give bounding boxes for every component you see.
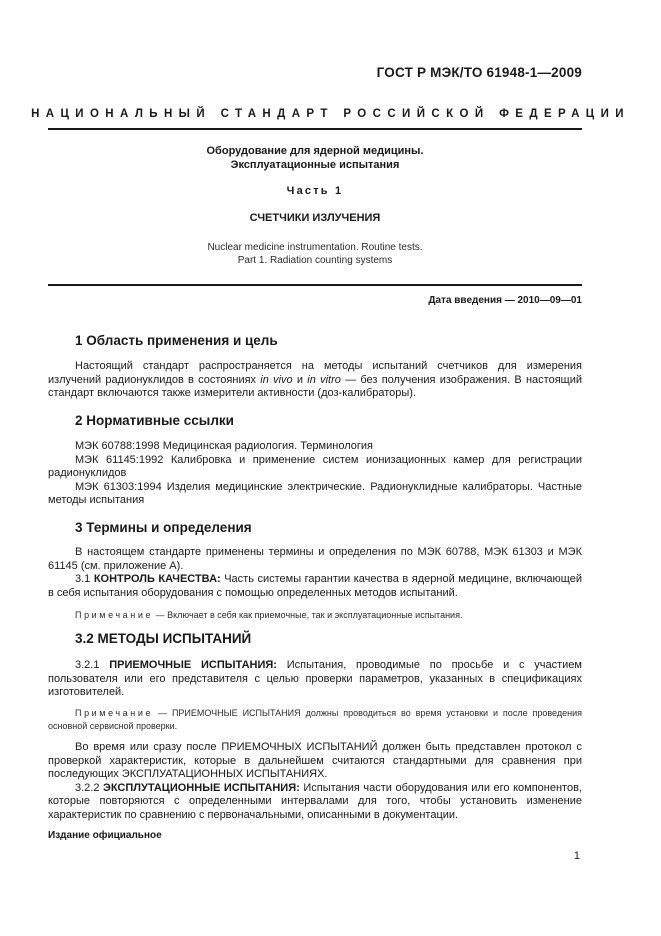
document-number: ГОСТ Р МЭК/ТО 61948-1—2009 xyxy=(376,65,582,80)
reference-item: МЭК 61145:1992 Калибровка и применение систем ионизационных камер для регистрации радионуклидов xyxy=(48,453,582,480)
section-3-2-heading: 3.2 МЕТОДЫ ИСПЫТАНИЙ xyxy=(75,631,252,646)
section-3-intro: В настоящем стандарте применены термины и определения по МЭК 60788, МЭК 61303 и МЭК 61145 (см. приложение А). xyxy=(48,546,582,572)
reference-item: МЭК 61303:1994 Изделия медицинские электрические. Радионуклидные калибраторы. Частные методы испытания xyxy=(48,480,582,507)
references-list xyxy=(48,440,582,508)
section-2-heading: 2 Нормативные ссылки xyxy=(75,413,234,428)
section-1-heading: 1 Область применения и цель xyxy=(75,333,278,348)
section-3-2-body xyxy=(48,659,582,823)
page-number: 1 xyxy=(573,850,580,862)
english-title-line-2: Part 1. Radiation counting systems xyxy=(237,255,393,266)
divider-top xyxy=(48,128,582,130)
title-line-1: Оборудование для ядерной медицины. xyxy=(206,145,424,157)
reference-item: МЭК 60788:1998 Медицинская радиология. Терминология xyxy=(75,440,373,452)
english-title-line-1: Nuclear medicine instrumentation. Routine tests. xyxy=(207,242,423,253)
part-label: Часть 1 xyxy=(286,185,344,197)
title-line-2: Эксплуатационные испытания xyxy=(230,159,400,171)
note-1: Примечание — Включает в себя как приемочные, так и эксплуатационные испытания. xyxy=(75,610,463,621)
acceptance-paragraph: Во время или сразу после ПРИЕМОЧНЫХ ИСПЫТАНИЙ должен быть представлен протокол с проверкой характеристик, которые в дальнейшем считаются стандартными для сравнения при последующих ЭКСПЛУАТАЦИОННЫХ ИСПЫТАНИЯХ. xyxy=(48,740,582,781)
introduction-date: Дата введения — 2010—09—01 xyxy=(428,295,582,306)
divider-bottom xyxy=(48,284,582,286)
national-standard-heading: НАЦИОНАЛЬНЫЙ СТАНДАРТ РОССИЙСКОЙ ФЕДЕРАЦИИ xyxy=(31,108,630,120)
official-edition-label: Издание официальное xyxy=(48,830,162,841)
term-3-1: 3.1 КОНТРОЛЬ КАЧЕСТВА: Часть системы гарантии качества в ядерной медицине, включающей в себя испытания оборудования с помощью определенных методов испытаний. xyxy=(48,573,582,599)
section-3-body xyxy=(48,546,582,623)
section-3-heading: 3 Термины и определения xyxy=(75,520,252,535)
note-2: Примечание — ПРИЕМОЧНЫЕ ИСПЫТАНИЯ должны проводиться во время установки и после проведения основной сервисной проверки. xyxy=(48,707,582,732)
term-3-2-1: 3.2.1 ПРИЕМОЧНЫЕ ИСПЫТАНИЯ: Испытания, проводимые по просьбе и с участием пользователя или его представителя с целью проверки параметров, указанных в спецификациях изготовителей. xyxy=(48,659,582,699)
section-1-body: Настоящий стандарт распространяется на методы испытаний счетчиков для измерения излучений радионуклидов в состояниях in vivo и in vitro — без получения изображения. В настоящий стандарт включаются также измерители активности (доз-калибраторы). xyxy=(48,360,582,400)
term-3-2-2: 3.2.2 ЭКСПЛУТАЦИОННЫЕ ИСПЫТАНИЯ: Испытания части оборудования или его компонентов, которые повторяются с определенными интервалами для того, чтобы установить изменение характеристик по сравнению с первоначальными, описанными в документации. xyxy=(48,781,582,821)
subtitle: СЧЕТЧИКИ ИЗЛУЧЕНИЯ xyxy=(249,212,381,224)
